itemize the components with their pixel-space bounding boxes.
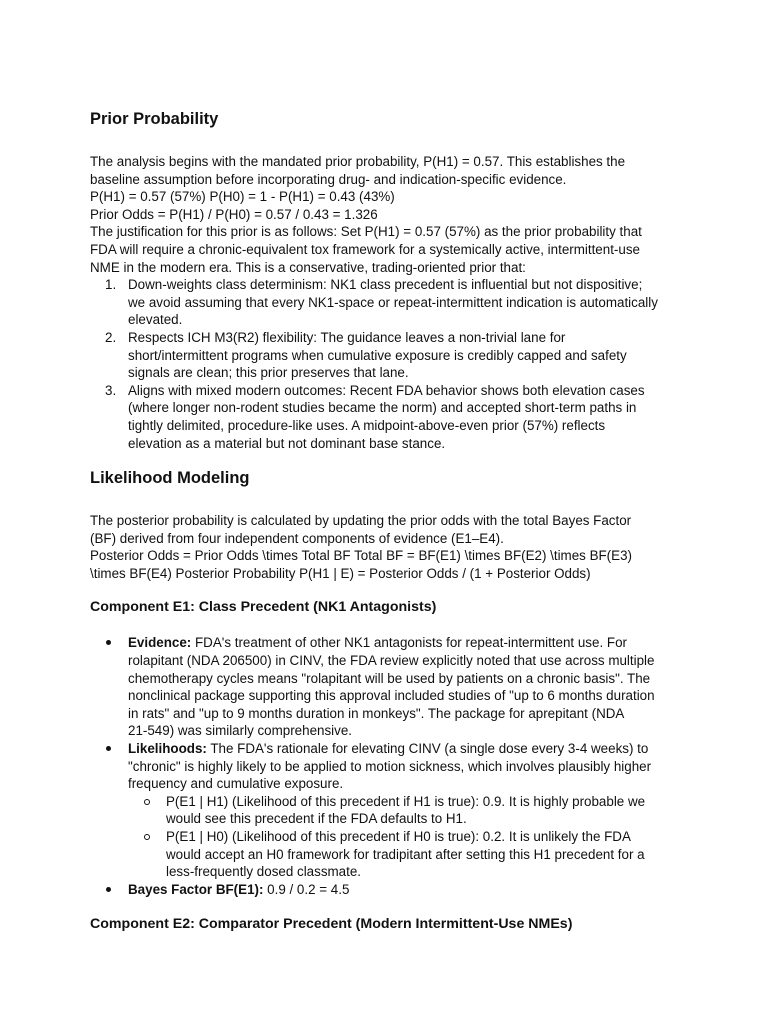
likelihoods-bullet (90, 740, 690, 881)
text-span: The FDA's rationale for elevating CINV (a single dose every 3-4 weeks) to (206, 741, 649, 757)
posterior-equation-line: \times BF(E4) Posterior Probability P(H1 | E) = Posterior Odds / (1 + Posterior Odds) (90, 565, 591, 581)
text-line: P(E1 | H1) (Likelihood of this precedent if H1 is true): 0.9. It is highly probable we (166, 793, 646, 809)
sub-list-item (128, 828, 690, 881)
text-line: P(E1 | H0) (Likelihood of this precedent if H0 is true): 0.2. It is unlikely the FDA (166, 829, 631, 844)
text-line: elevated. (128, 312, 183, 328)
sub-list-item (128, 793, 690, 828)
text-line: "chronic" is highly likely to be applied to motion sickness, which involves plausibly higher (128, 758, 652, 774)
list-item (90, 329, 690, 382)
prior-equation-line: P(H1) = 0.57 (57%) P(H0) = 1 - P(H1) = 0.43 (43%) (90, 189, 395, 205)
text-line: The analysis begins with the mandated prior probability, P(H1) = 0.57. This establishes the (90, 154, 626, 169)
text-line: Down-weights class determinism: NK1 class precedent is influential but not dispositive; (128, 277, 643, 293)
text-line: in rats" and "up to 9 months duration in monkeys". The package for aprepitant (NDA (128, 705, 625, 721)
text-line: we avoid assuming that every NK1-space or repeat-intermittent indication is automatically (128, 294, 658, 310)
text-line: The posterior probability is calculated by updating the prior odds with the total Bayes Factor (90, 513, 632, 529)
evidence-label: Evidence: (128, 635, 192, 651)
likelihoods-sub-list (128, 793, 690, 881)
component-e1-heading: Component E1: Class Precedent (NK1 Antagonists) (90, 599, 437, 616)
text-line: FDA will require a chronic-equivalent tox framework for a systemically active, intermittent-use (90, 241, 640, 257)
likelihoods-label: Likelihoods: (128, 741, 207, 757)
prior-odds-line: Prior Odds = P(H1) / P(H0) = 0.57 / 0.43 = 1.326 (90, 206, 378, 222)
e1-bullet-list (90, 634, 690, 898)
bayes-factor-value: 0.9 / 0.2 = 4.5 (263, 881, 350, 897)
text-span: FDA's treatment of other NK1 antagonists for repeat-intermittent use. For (191, 635, 627, 651)
bullet-dot-icon (106, 887, 111, 892)
list-item (90, 276, 690, 329)
bullet-dot-icon (106, 640, 111, 645)
text-line: Aligns with mixed modern outcomes: Recent FDA behavior shows both elevation cases (128, 382, 645, 398)
list-item (90, 382, 690, 452)
list-number: 2. (105, 329, 117, 345)
text-line: tightly delimited, procedure-like uses. A midpoint-above-even prior (57%) reflects (128, 417, 606, 433)
text-line: (BF) derived from four independent components of evidence (E1–E4). (90, 530, 504, 546)
text-line: NME in the modern era. This is a conservative, trading-oriented prior that: (90, 259, 526, 275)
bayes-factor-bullet (90, 881, 690, 899)
text-line: less-frequently dosed classmate. (166, 864, 362, 880)
evidence-bullet (90, 634, 690, 740)
text-line: Respects ICH M3(R2) flexibility: The guidance leaves a non-trivial lane for (128, 329, 566, 345)
text-line: would accept an H0 framework for tradipitant after setting this H1 precedent for a (166, 846, 645, 862)
text-line: baseline assumption before incorporating drug- and indication-specific evidence. (90, 171, 567, 187)
likelihood-intro-paragraph (90, 512, 690, 582)
prior-probability-heading: Prior Probability (90, 110, 219, 128)
posterior-equation-line: Posterior Odds = Prior Odds \times Total BF Total BF = BF(E1) \times BF(E2) \times BF(E3) (90, 548, 632, 564)
likelihood-modeling-heading: Likelihood Modeling (90, 469, 250, 488)
document-page (90, 100, 690, 933)
text-line: signals are clean; this prior preserves that lane. (128, 365, 409, 381)
text-line: nonclinical package supporting this approval included studies of "up to 6 months duration (128, 688, 655, 704)
component-e2-heading: Component E2: Comparator Precedent (Modern Intermittent-Use NMEs) (90, 916, 573, 933)
text-line: elevation as a material but not dominant base stance. (128, 435, 446, 451)
text-line: rolapitant (NDA 206500) in CINV, the FDA review explicitly noted that use across multiple (128, 653, 655, 669)
text-line: 21-549) was similarly comprehensive. (128, 723, 353, 739)
text-line: chemotherapy cycles means "rolapitant will be used by patients on a chronic basis". The (128, 670, 651, 686)
text-line: frequency and cumulative exposure. (128, 776, 344, 792)
text-line: The justification for this prior is as follows: Set P(H1) = 0.57 (57%) as the prior probability that (90, 224, 642, 240)
bullet-circle-icon (144, 799, 150, 805)
prior-justification-list (90, 276, 690, 452)
text-line: short/intermittent programs when cumulative exposure is credibly capped and safety (128, 347, 627, 363)
bayes-factor-label: Bayes Factor BF(E1): (128, 881, 264, 897)
bullet-dot-icon (106, 746, 111, 751)
list-number: 3. (105, 382, 117, 398)
text-line: (where longer non-rodent studies became the norm) and accepted short-term paths in (128, 400, 637, 416)
text-line: would see this precedent if the FDA defaults to H1. (166, 811, 467, 827)
list-number: 1. (105, 277, 117, 293)
prior-intro-paragraph (90, 153, 690, 276)
bullet-circle-icon (144, 834, 150, 840)
